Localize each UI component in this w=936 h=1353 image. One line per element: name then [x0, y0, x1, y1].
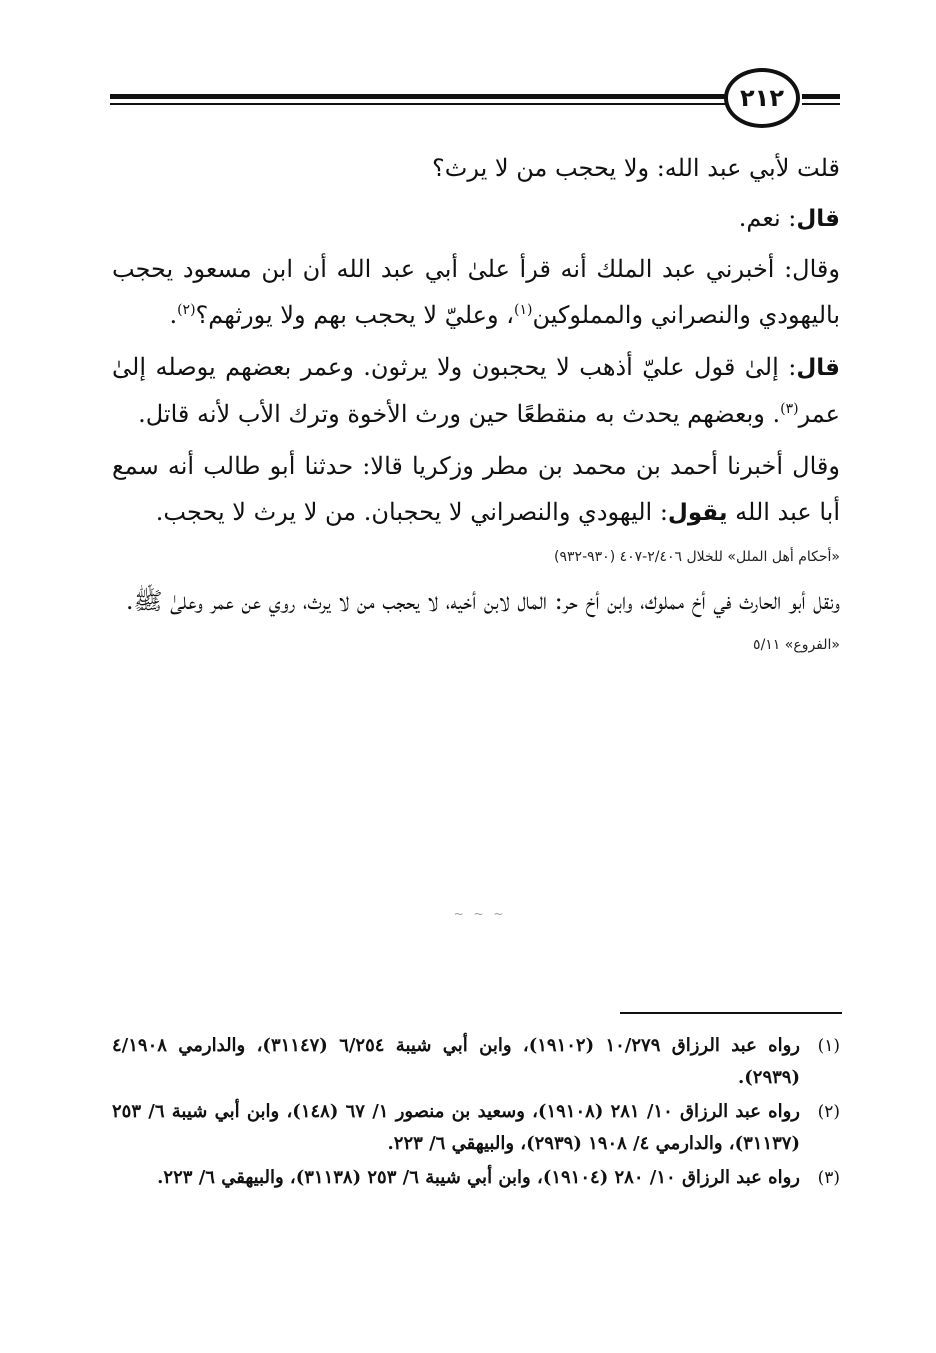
header-rule-right — [802, 94, 840, 99]
footnote-text: رواه عبد الرزاق ١٠/ ٢٨٠ (١٩١٠٤)، وابن أبي شيبة ٦/ ٢٥٣ (٣١١٣٨)، والبيهقي ٦/ ٢٢٣. — [157, 1167, 800, 1188]
footnote-text: رواه عبد الرزاق ١٠/ ٢٨١ (١٩١٠٨)، وسعيد بن منصور ١/ ٦٧ (١٤٨)، وابن أبي شيبة ٦/ ٢٥٣ (٣١١٣٧)، والدارمي ٤/ ١٩٠٨ (٢٩٣٩)، والبيهقي ٦/ ٢٢٣. — [112, 1101, 801, 1154]
footnote-item — [112, 1030, 840, 1094]
section-ornament: ~ ~ ~ — [453, 907, 507, 921]
paragraph-ali-opinion: قال: إلىٰ قول عليّ أذهب لا يحجبون ولا يرثون. وعمر بعضهم يوصله إلىٰ عمر$^{(٣)}$. وبعضهم يحدث به منقطعًا حين ورث الأخوة وترك الأب لأنه قاتل. — [112, 353, 840, 428]
keyword-qal: قال — [796, 355, 840, 381]
footnote-item — [112, 1096, 840, 1160]
source-citation-1: «أحكام أهل الملل» للخلال ٢/٤٠٦-٤٠٧ (٩٣٠-٩٣٢) — [554, 549, 840, 565]
footnote-text: رواه عبد الرزاق ١٠/٢٧٩ (١٩١٠٢)، وابن أبي شيبة ٦/٢٥٤ (٣١١٤٧)، والدارمي ٤/١٩٠٨ (٢٩٣٩). — [112, 1035, 800, 1088]
paragraph-question: قلت لأبي عبد الله: ولا يحجب من لا يرث؟ — [432, 154, 840, 182]
keyword-qal: قال — [796, 206, 840, 232]
page-header — [110, 68, 840, 128]
footnote-separator — [620, 1012, 842, 1014]
footnote-item — [112, 1162, 840, 1194]
keyword-yaqul: يقول — [667, 500, 728, 526]
main-text — [112, 145, 840, 666]
footnote-ref-3[interactable]: (٣) — [780, 401, 799, 417]
paragraph-abu-harith: ونقل أبو الحارث في أخ مملوك، وابن أخ حر: المال لابن أخيه، لا يحجب من لا يرث، روي عن عمر وعلىٰ ﷺ. — [125, 587, 840, 615]
footnote-ref-2[interactable]: (٢) — [177, 302, 196, 318]
paragraph-answer: قال: نعم. — [738, 204, 840, 232]
source-citation-2: «الفروع» ٥/١١ — [753, 637, 840, 653]
paragraph-ibn-masud: وقال: أخبرني عبد الملك أنه قرأ علىٰ أبي عبد الله أن ابن مسعود يحجب باليهودي والنصراني والمملوكين$^{(١)}$، وعليّ لا يحجب بهم ولا يورثهم؟$^{(٢)}$. — [112, 255, 840, 329]
paragraph-abu-talib: وقال أخبرنا أحمد بن محمد بن مطر وزكريا قالا: حدثنا أبو طالب أنه سمع أبا عبد الله يقول: اليهودي والنصراني لا يحجبان. من لا يرث لا يحجب. — [112, 452, 840, 526]
footnote-number: (٣) — [817, 1168, 840, 1188]
page-number: ٢١٢ — [724, 68, 800, 128]
footnotes — [112, 1030, 840, 1196]
header-rule-thick — [110, 94, 730, 99]
footnote-number: (٢) — [817, 1102, 840, 1122]
footnote-number: (١) — [817, 1036, 840, 1056]
header-rule-right-thin — [802, 103, 840, 105]
header-rule-thin — [110, 103, 730, 105]
footnote-ref-1[interactable]: (١) — [513, 302, 533, 318]
